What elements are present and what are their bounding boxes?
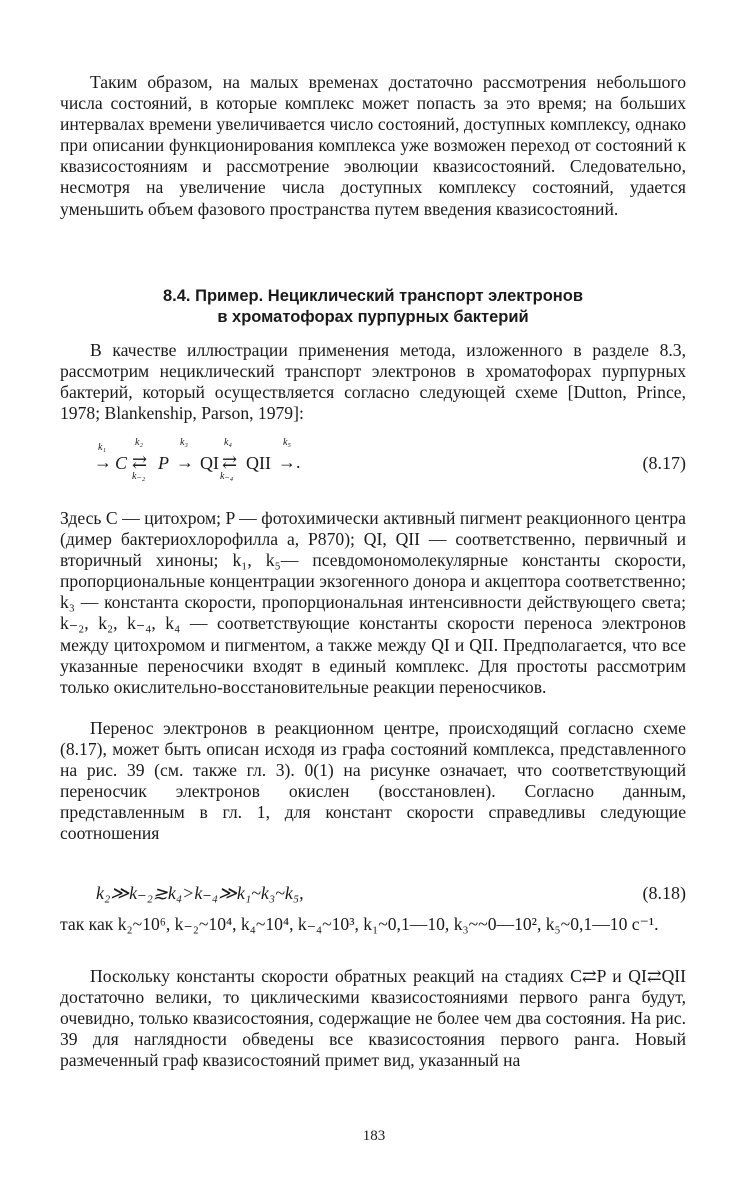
paragraph-electron-transfer: Перенос электронов в реакционном центре, происходящий согласно схеме (8.17), может быть описан исходя из графа состояний комплекса, представленного на рис. 39 (см. также гл. 3). 0(1) на рисунке означает, что соответствующий переносчик электронов окислен (восстановлен). Согласно данным, представленным в гл. 1, для констант скорости справедливы следующие соотношения	[60, 718, 686, 844]
rate-constant-km4: k₋₄	[220, 471, 234, 482]
page-number: 183	[362, 1128, 386, 1144]
section-heading-line-1: 8.4. Пример. Нециклический транспорт электронов	[162, 287, 583, 305]
equilibrium-arrow-QI-QII: ⇄	[222, 452, 238, 472]
paragraph-constant-values: так как k₂~10⁶, k₋₂~10⁴, k₄~10⁴, k₋₄~10³, k₁~0,1—10, k₃~~0—10², k₅~0,1—10 с⁻¹.	[60, 914, 659, 934]
arrow-out: →.	[278, 452, 301, 472]
equation-number-8-18: (8.18)	[642, 883, 686, 903]
equation-8-17	[60, 437, 686, 490]
rate-constant-k1: k₁	[98, 442, 106, 453]
rate-constant-k3: k₃	[180, 437, 188, 448]
species-P: P	[158, 453, 169, 473]
section-heading-line-2: в хроматофорах пурпурных бактерий	[217, 308, 529, 326]
species-C: C	[115, 453, 128, 473]
reaction-scheme	[60, 437, 460, 490]
rate-constant-k2: k₂	[135, 437, 143, 448]
species-QI: QI	[200, 453, 219, 473]
inequality-chain: k₂≫k₋₂≳k₄>k₋₄≫k₁~k₃~k₅,	[96, 883, 304, 903]
rate-constant-k4: k₄	[224, 437, 232, 448]
paragraph-quasistates-first-rank: Поскольку константы скорости обратных реакций на стадиях C⇄P и QI⇄QII достаточно велики, то циклическими квазисостояниями первого ранга будут, очевидно, только квазисостояния, содержащие не более чем два состояния. На рис. 39 для наглядности обведены все квазисостояния первого ранга. Новый размеченный граф квазисостояний примет вид, указанный на	[60, 966, 686, 1071]
paragraph-illustration: В качестве иллюстрации применения метода, изложенного в разделе 8.3, рассмотрим нециклический транспорт электронов в хроматофорах пурпурных бактерий, который осуществляется согласно следующей схеме [Dutton, Prince, 1978; Blankenship, Parson, 1979]:	[60, 340, 686, 424]
equation-8-18	[60, 883, 686, 907]
rate-constant-k5: k₅	[283, 437, 291, 448]
equation-number-8-17: (8.17)	[642, 453, 686, 473]
section-heading	[60, 286, 686, 328]
equilibrium-arrow-C-P: ⇄	[132, 452, 148, 472]
rate-constant-km2: k₋₂	[132, 471, 146, 482]
paragraph-quasistates-intro: Таким образом, на малых временах достаточно рассмотрения небольшого числа состояний, в которые комплекс может попасть за это время; на больших интервалах времени увеличивается число состояний, доступных комплексу, однако при описании функционирования комплекса уже возможен переход от состояний к квазисостояниям и рассмотрение эволюции квазисостояний. Следовательно, несмотря на увеличение числа доступных комплексу состояний, удается уменьшить объем фазового пространства путем введения квазисостояний.	[60, 72, 686, 219]
paragraph-notation: Здесь C — цитохром; P — фотохимически активный пигмент реакционного центра (димер бактериохлорофилла a, P870); QI, QII — соответственно, первичный и вторичный хиноны; k₁, k₅— псевдомономолекулярные константы скорости, пропорциональные концентрации экзогенного донора и акцептора соответственно; k₃ — константа скорости, пропорциональная интенсивности действующего света; k₋₂, k₂, k₋₄, k₄ — соответствующие константы скорости переноса электронов между цитохромом и пигментом, а также между QI и QII. Предполагается, что все указанные переносчики входят в единый комплекс. Для простоты рассмотрим только окислительно-восстановительные реакции переносчиков.	[60, 508, 686, 697]
arrow-P-QI: →	[176, 452, 194, 472]
species-QII: QII	[246, 453, 271, 473]
arrow-in: →	[94, 452, 112, 472]
